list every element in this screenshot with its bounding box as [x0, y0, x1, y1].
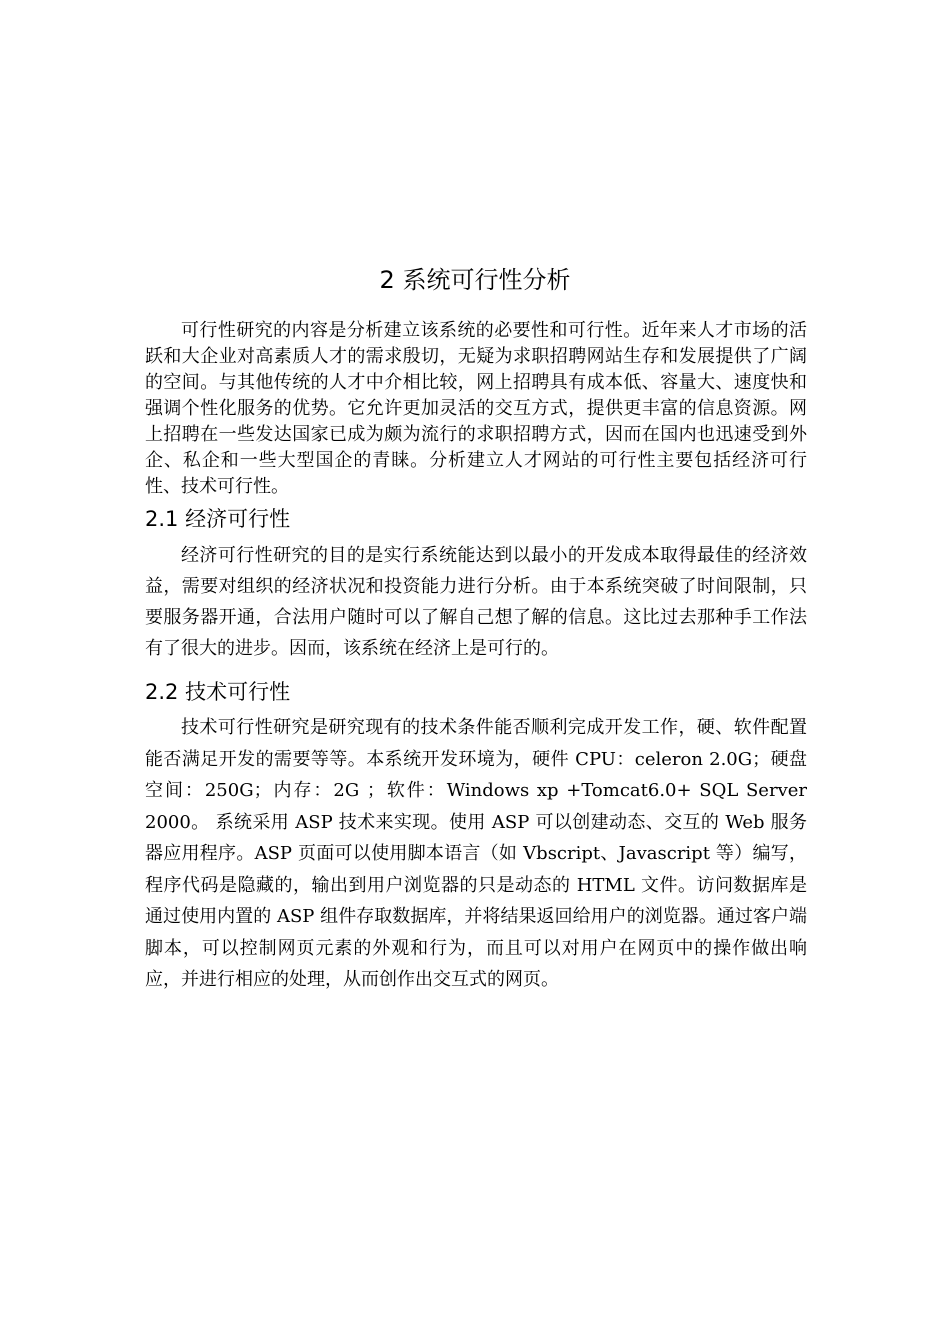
section-body-technical: 技术可行性研究是研究现有的技术条件能否顺利完成开发工作，硬、软件配置能否满足开发的需要等等。本系统开发环境为，硬件 CPU：celeron 2.0G；硬盘空间：250G；内存：2G ；软件：Windows xp +Tomcat6.0+ SQL Server 2000。 系统采用 ASP 技术来实现。使用 ASP 可以创建动态、交互的 Web 服务器应用程序。ASP 页面可以使用脚本语言（如 Vbscript、Javascript 等）编写，程序代码是隐藏的，输出到用户浏览器的只是动态的 HTML 文件。访问数据库是通过使用内置的 ASP 组件存取数据库，并将结果返回给用户的浏览器。通过客户端脚本，可以控制网页元素的外观和行为，而且可以对用户在网页中的操作做出响应，并进行相应的处理，从而创作出交互式的网页。 — [145, 717, 807, 990]
section-heading-technical: 2.2 技术可行性 — [145, 680, 291, 704]
section-body-economic: 经济可行性研究的目的是实行系统能达到以最小的开发成本取得最佳的经济效益，需要对组织的经济状况和投资能力进行分析。由于本系统突破了时间限制，只要服务器开通，合法用户随时可以了解自己想了解的信息。这比过去那种手工作法有了很大的进步。因而，该系统在经济上是可行的。 — [145, 545, 807, 659]
chapter-title: 2 系统可行性分析 — [379, 266, 571, 294]
intro-paragraph: 可行性研究的内容是分析建立该系统的必要性和可行性。近年来人才市场的活跃和大企业对高素质人才的需求殷切，无疑为求职招聘网站生存和发展提供了广阔的空间。与其他传统的人才中介相比较，网上招聘具有成本低、容量大、速度快和强调个性化服务的优势。它允许更加灵活的交互方式，提供更丰富的信息资源。网上招聘在一些发达国家已成为颇为流行的求职招聘方式，因而在国内也迅速受到外企、私企和一些大型国企的青睐。分析建立人才网站的可行性主要包括经济可行性、技术可行性。 — [145, 320, 807, 497]
section-heading-economic: 2.1 经济可行性 — [145, 507, 291, 531]
